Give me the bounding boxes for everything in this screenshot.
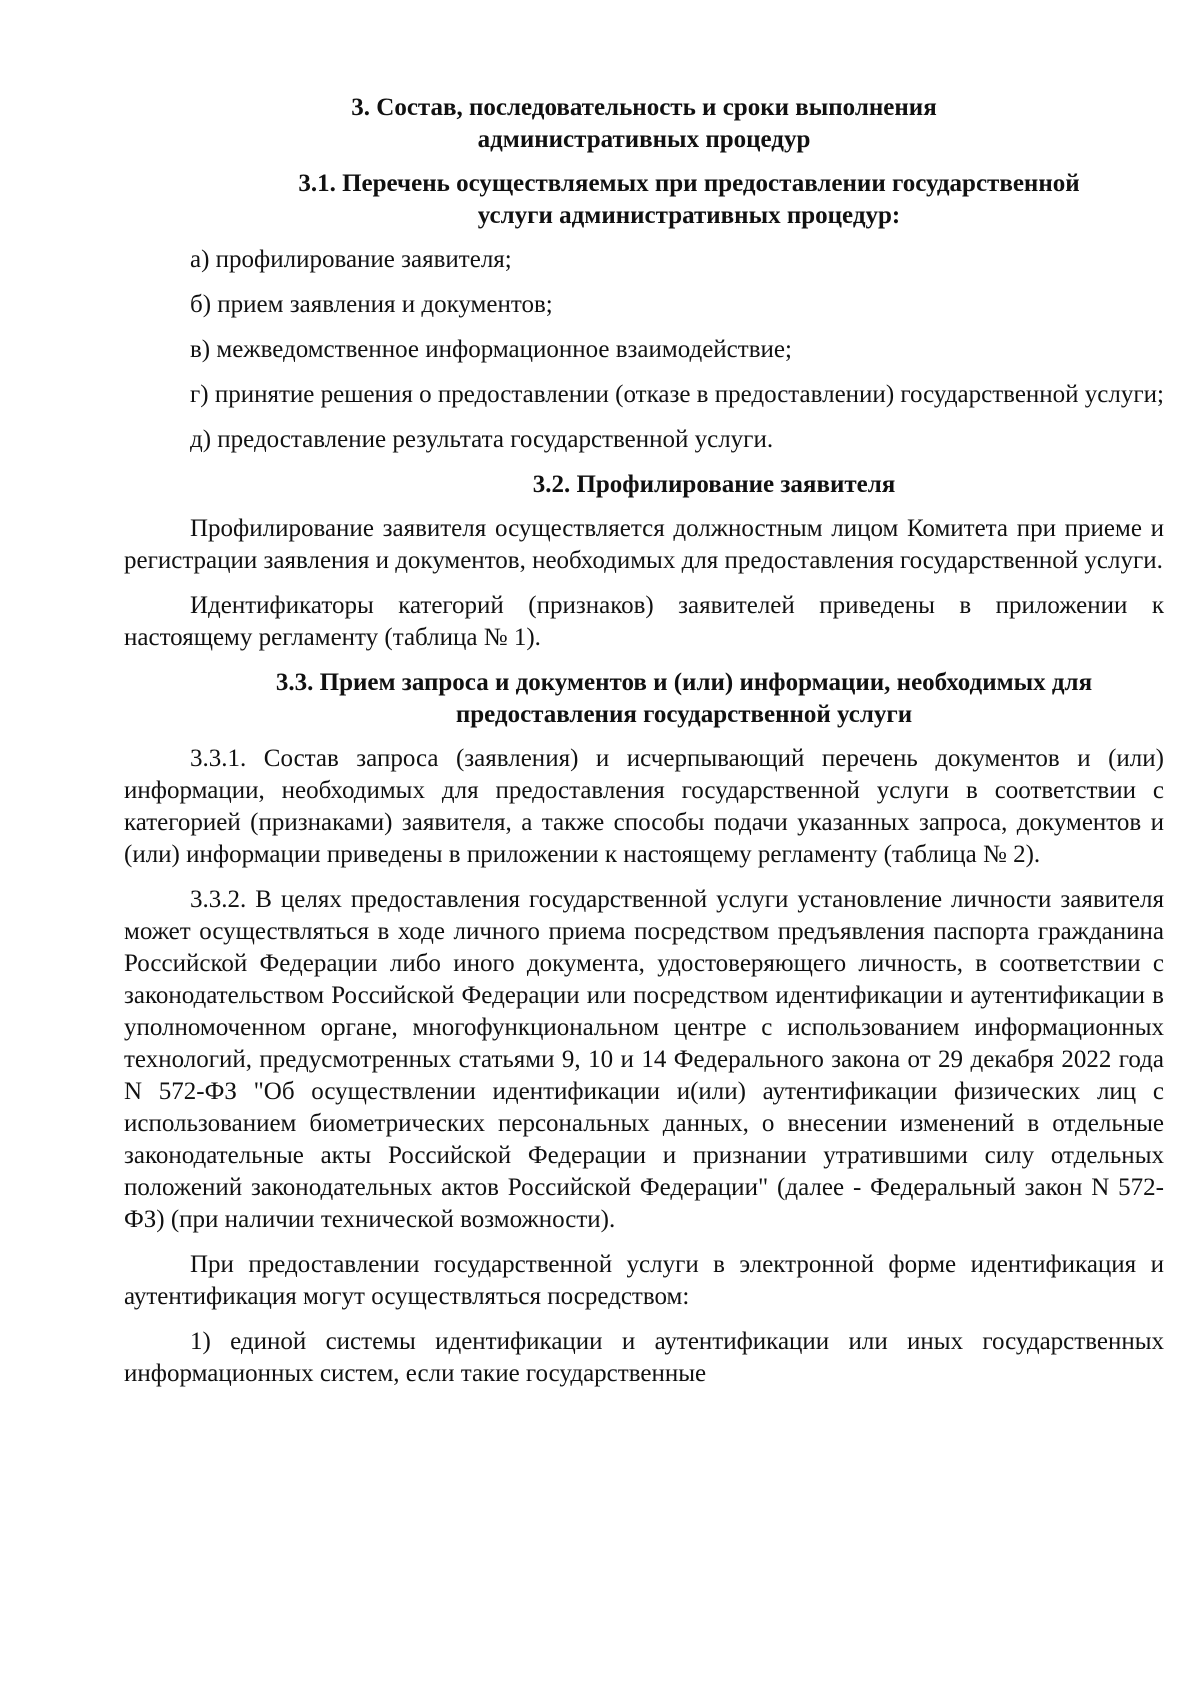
procedure-item-b: б) прием заявления и документов; bbox=[190, 291, 553, 318]
section-3-1-title-line-1: 3.1. Перечень осуществляемых при предоставлении государственной bbox=[298, 170, 1080, 197]
section-3-1-title bbox=[124, 168, 1164, 232]
section-3-title-line-2: административных процедур bbox=[477, 126, 811, 153]
section-3-2-paragraph-1: Профилирование заявителя осуществляется должностным лицом Комитета при приеме и регистрации заявления и документов, необходимых для предоставления государственной услуги. bbox=[124, 515, 1164, 574]
procedure-item-c: в) межведомственное информационное взаимодействие; bbox=[190, 336, 792, 363]
section-3-1-title-line-2: услуги административных процедур: bbox=[477, 202, 901, 229]
procedure-item-e: д) предоставление результата государственной услуги. bbox=[190, 426, 774, 453]
section-3-2-title: 3.2. Профилирование заявителя bbox=[532, 471, 896, 498]
section-3-3-title bbox=[124, 667, 1164, 731]
electronic-form-paragraph: При предоставлении государственной услуги в электронной форме идентификация и аутентификация могут осуществляться посредством: bbox=[124, 1251, 1164, 1310]
section-3-title-line-1: 3. Состав, последовательность и сроки выполнения bbox=[351, 94, 937, 121]
section-3-2-paragraph-2: Идентификаторы категорий (признаков) заявителей приведены в приложении к настоящему регламенту (таблица № 1). bbox=[124, 592, 1164, 651]
section-3-3-1-paragraph: 3.3.1. Состав запроса (заявления) и исчерпывающий перечень документов и (или) информации, необходимых для предоставления государственной услуги в соответствии с категорией (признаками) заявителя, а также способы подачи указанных запроса, документов и (или) информации приведены в приложении к настоящему регламенту (таблица № 2). bbox=[124, 745, 1164, 868]
section-3-title bbox=[124, 92, 1164, 156]
document-body bbox=[124, 92, 1164, 1402]
procedure-item-d: г) принятие решения о предоставлении (отказе в предоставлении) государственной услуги; bbox=[190, 381, 1164, 408]
identification-item-1: 1) единой системы идентификации и аутентификации или иных государственных информационных систем, если такие государственные bbox=[124, 1328, 1164, 1387]
procedure-item-a: а) профилирование заявителя; bbox=[190, 246, 512, 273]
section-3-3-title-line-1: 3.3. Прием запроса и документов и (или) информации, необходимых для bbox=[275, 669, 1093, 696]
section-3-3-2-paragraph: 3.3.2. В целях предоставления государственной услуги установление личности заявителя может осуществляться в ходе личного приема посредством предъявления паспорта гражданина Российской Федерации либо иного документа, удостоверяющего личность, в соответствии с законодательством Российской Федерации или посредством идентификации и аутентификации в уполномоченном органе, многофункциональном центре с использованием информационных технологий, предусмотренных статьями 9, 10 и 14 Федерального закона от 29 декабря 2022 года N 572-ФЗ "Об осуществлении идентификации и(или) аутентификации физических лиц с использованием биометрических персональных данных, о внесении изменений в отдельные законодательные акты Российской Федерации и признании утратившими силу отдельных положений законодательных актов Российской Федерации" (далее - Федеральный закон N 572-ФЗ) (при наличии технической возможности). bbox=[124, 886, 1164, 1233]
section-3-3-title-line-2: предоставления государственной услуги bbox=[455, 701, 913, 728]
